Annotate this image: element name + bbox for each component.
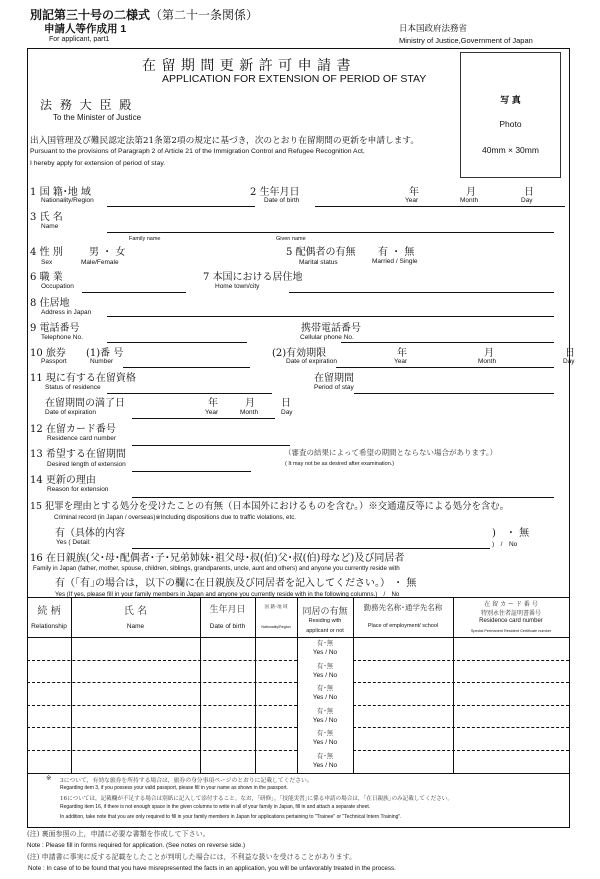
stay-expiration-en: Date of expiration [45,409,96,416]
criminal-yes-en: Yes ( Detail: [56,539,91,546]
pp-day-en: Day [563,358,575,365]
cellphone-field[interactable] [341,328,554,343]
header-residing-en2: applicant or not [306,628,344,634]
footer-note-1-jp: (注) 裏面参照の上，申請に必要な書類を作成して下さい。 [27,830,210,838]
item-5-en: Marital status [299,259,338,266]
header-card-en1: Residence card number [479,618,543,624]
item-6-en: Occupation [41,283,74,290]
date-of-birth-cell[interactable] [201,638,254,659]
relationship-cell[interactable] [28,661,70,682]
item-13-en: Desired length of extension [47,461,126,468]
item-9-en: Telephone No. [41,334,83,341]
residing-options-jp: 有･無 [316,706,334,715]
cellphone-en: Cellular phone No. [300,334,354,341]
criminal-yes-jp[interactable]: 有（具体的内容 [55,528,125,539]
addressee-jp: 法 務 大 臣 殿 [40,98,134,112]
preamble-jp: 出入国管理及び難民認定法第21条第2項の規定に基づき，次のとおり在留期間の更新を申請します。 [30,136,420,146]
header-name-jp: 氏 名 [123,606,148,617]
residing-options-en: Yes / No [312,649,338,656]
item-3-en: Name [41,223,59,230]
note-2-en: Regarding item 16, if there is not enough space in the given columns to write in all of your family in Japan, fill in and attach a separate sheet. [60,804,371,810]
item-2-en: Date of birth [264,197,300,204]
residing-options-en: Yes / No [312,694,338,702]
residence-card-cell[interactable] [454,728,568,749]
item-4-label: 4 性 別 [30,247,63,258]
desired-extension-field[interactable] [132,457,251,472]
nationality-cell[interactable] [256,728,296,749]
exp-day-en: Day [281,409,293,416]
marital-options[interactable]: 有 ・ 無 [378,247,415,258]
item-14-label: 14 更新の理由 [30,475,96,486]
residing-options-jp: 有･無 [316,729,334,738]
residence-card-cell[interactable] [454,683,568,704]
item-5-label: 5 配偶者の有無 [286,247,356,258]
photo-label-jp: 写 真 [500,95,521,105]
residence-card-cell[interactable] [454,751,568,772]
nationality-cell[interactable] [256,683,296,704]
dob-year-en: Year [405,197,419,204]
dob-month-en: Month [460,197,479,204]
passport-number-label: (1)番 号 [86,348,124,359]
header-dob-jp: 生年月日 [209,605,246,615]
note-2-jp: 16については，記載欄が不足する場合は別紙に記入して添付すること。なお，｢研修｣，｢技能実習｣に係る申請の場合は，｢在日親族｣のみ記載してください。 [60,796,453,802]
exp-month-jp: 月 [245,398,255,409]
header-relationship-jp: 続 柄 [37,606,61,617]
employment-cell[interactable] [354,683,452,704]
residing-select[interactable] [297,705,353,728]
passport-expiration-field[interactable] [336,353,554,368]
header-card-jp1: 在 留 カ ー ド 番 号 [484,601,538,608]
item-1-label: 1 国 籍･地 域 [30,187,91,198]
pp-day-jp: 日 [565,348,575,359]
residing-options-jp: 有･無 [316,752,334,760]
cellphone-label: 携帯電話番号 [301,323,361,334]
residence-card-field[interactable] [132,431,290,446]
period-of-stay-label: 在留期間 [314,373,354,384]
exp-year-jp: 年 [208,398,218,409]
footer-note-2-en: Note : In case of to be found that you have misrepresented the facts in an application, you will be unfavorably treated in the process. [28,865,396,872]
item-15-label: 15 犯罪を理由とする処分を受けたことの有無（日本国外におけるものを含む。）※交通違反等による処分を含む。 [30,501,509,512]
passport-number-field[interactable] [123,353,250,368]
pp-month-jp: 月 [484,348,494,359]
criminal-no-jp[interactable]: ) ・ 無 [492,528,530,539]
residing-options-jp: 有･無 [316,661,334,670]
header-name-en: Name [126,623,145,630]
employment-cell[interactable] [354,661,452,682]
stay-expiration-label: 在留期間の満了日 [45,398,125,409]
date-of-birth-cell[interactable] [201,661,254,682]
item-11-label: 11 現に有する在留資格 [30,373,136,384]
name-cell[interactable] [72,638,199,659]
hometown-field[interactable] [289,278,554,293]
reason-for-extension-field[interactable] [132,483,554,498]
status-of-residence-field[interactable] [107,379,272,394]
item-10-en: Passport [41,358,67,365]
note-3-en: In addition, take note that you are only required to fill in your family members in Japan for applications pertaining to "Trainee" or "Technical Intern Training". [60,814,402,820]
header-card-jp2: 特別永住者証明書番号 [480,610,541,617]
applicant-part-jp: 申請人等作成用 1 [44,23,127,35]
name-field[interactable] [107,218,554,233]
header-nationality-jp: 国 籍･地 域 [264,605,288,610]
nationality-cell[interactable] [256,638,296,659]
table-top-border [27,597,569,598]
pp-month-en: Month [478,358,497,365]
nationality-cell[interactable] [256,706,296,727]
telephone-field[interactable] [107,328,247,343]
item-8-label: 8 住居地 [30,298,70,309]
preamble-en1: Pursuant to the provisions of Paragraph 2 of Article 21 of the Immigration Control and Refugee Recognition Act, [30,148,365,155]
header-employment-en: Place of employment/ school [367,623,439,629]
preamble-en2: I hereby apply for extension of period of stay. [30,160,166,167]
item-6-label: 6 職 業 [30,272,63,283]
residing-options-en: Yes / No [312,762,338,769]
marital-options-en: Married / Single [372,258,418,265]
employment-cell[interactable] [354,706,452,727]
relationship-cell[interactable] [28,638,70,659]
sex-options-en: Male/Female [81,259,119,266]
exp-year-en: Year [205,409,219,416]
title-en: APPLICATION FOR EXTENSION OF PERIOD OF STAY [162,73,427,85]
family-yes-no-en: Yes (If yes, please fill in your family members in Japan and anyone you currently reside with in the following columns.) / No [55,591,400,598]
residence-card-cell[interactable] [454,661,568,682]
pp-year-en: Year [394,358,408,365]
passport-number-en: Number [90,358,114,365]
occupation-field[interactable] [82,278,186,293]
item-4-en: Sex [41,259,53,266]
item-7-label: 7 本国における居住地 [203,272,303,283]
sex-options[interactable]: 男 ・ 女 [89,247,126,258]
photo-box[interactable] [460,52,561,178]
table-bottom-border [27,773,569,774]
date-of-birth-cell[interactable] [201,728,254,749]
exp-month-en: Month [240,409,259,416]
residence-card-cell[interactable] [454,638,568,659]
notes-mark: ※ [46,774,52,782]
residing-options-en: Yes / No [312,716,338,724]
footer-note-1-en: Note : Please fill in forms required for application. (See notes on reverse side.) [27,842,246,849]
date-of-birth-cell[interactable] [201,706,254,727]
date-of-birth-cell[interactable] [201,751,254,772]
date-of-birth-cell[interactable] [201,683,254,704]
employment-cell[interactable] [354,751,452,772]
applicant-part-en: For applicant, part1 [49,36,110,43]
residing-select[interactable] [297,727,353,750]
addressee-en: To the Minister of Justice [53,113,142,122]
ministry-jp: 日本国政府法務省 [399,24,468,34]
name-cell[interactable] [72,728,199,749]
item-3-label: 3 氏 名 [30,212,63,223]
nationality-field[interactable] [107,192,255,207]
name-cell[interactable] [72,683,199,704]
dob-year-jp: 年 [409,187,419,198]
relationship-cell[interactable] [28,751,70,772]
name-cell[interactable] [72,661,199,682]
item-9-label: 9 電話番号 [30,323,80,334]
nationality-cell[interactable] [256,751,296,772]
item-7-en: Home town/city [215,283,260,290]
item-16-en: Family in Japan (father, mother, spouse, children, siblings, grandparents, uncle, aunt and others) and anyone you currently reside with [33,565,400,572]
relationship-cell[interactable] [28,728,70,749]
item-11-en: Status of residence [45,384,101,391]
nationality-cell[interactable] [256,661,296,682]
header-relationship-en: Relationship [31,623,67,630]
name-cell[interactable] [72,751,199,772]
header-employment-jp: 勤務先名称･通学先名称 [363,603,443,612]
header-nationality-en: Nationality/Region [261,625,291,629]
photo-size: 40mm × 30mm [482,145,539,155]
address-field[interactable] [107,302,554,317]
residing-options-jp: 有･無 [316,639,334,647]
note-1-en: Regarding item 3, if you possess your valid passport, please fill in your name as shown in the passport. [60,785,288,791]
family-name-caption: Family name [129,236,161,242]
residing-options-en: Yes / No [312,671,338,679]
residing-select[interactable] [297,750,353,773]
header-dob-en: Date of birth [209,623,246,630]
exp-day-jp: 日 [281,398,291,409]
item-16-label: 16 在日親族(父･母･配偶者･子･兄弟姉妹･祖父母･叔(伯)父･叔(伯)母など)及び同居者 [30,553,405,564]
name-cell[interactable] [72,706,199,727]
residing-select[interactable] [297,637,353,660]
item-8-en: Address in Japan [41,309,92,316]
footer-note-2-jp: (注) 申請書に事実に反する記載をしたことが判明した場合には，不利益な扱いを受けることがあります。 [27,853,357,861]
residing-options-jp: 有･無 [316,684,334,693]
dob-day-jp: 日 [524,187,534,198]
criminal-no-en: ) / No [492,541,518,548]
item-12-label: 12 在留カード番号 [30,424,116,435]
given-name-caption: Given name [276,236,306,242]
employment-cell[interactable] [354,638,452,659]
passport-exp-en: Date of expiration [286,358,337,365]
family-yes-no-jp[interactable]: 有（｢有｣の場合は，以下の欄に在日親族及び同居者を記入してください。） ・ 無 [55,578,417,589]
item-15-en: Criminal record (in Japan / overseas)※Including dispositions due to traffic violations, etc. [54,514,297,521]
residence-card-cell[interactable] [454,706,568,727]
period-of-stay-field[interactable] [354,379,554,394]
item-13-note-jp: （審査の結果によって希望の期間とならない場合があります。） [284,448,498,457]
criminal-detail-field[interactable] [132,534,490,549]
residing-options-en: Yes / No [312,739,338,747]
ministry-en: Ministry of Justice,Government of Japan [399,36,533,45]
item-2-label: 2 生年月日 [250,187,300,198]
header-card-en2: Special Permanent Resident Certificate number [470,629,552,633]
item-10-label: 10 旅券 [30,348,66,359]
dob-day-en: Day [521,197,533,204]
header-residing-jp: 同居の有無 [302,607,348,617]
item-13-label: 13 希望する在留期間 [30,449,126,460]
item-1-en: Nationality/Region [41,197,94,204]
form-number: 別記第三十号の二様式（第二十一条関係） [30,8,259,22]
passport-exp-label: (2)有効期限 [272,348,327,359]
relationship-cell[interactable] [28,683,70,704]
item-12-en: Residence card number [47,435,117,442]
relationship-cell[interactable] [28,706,70,727]
title-jp: 在 留 期 間 更 新 許 可 申 請 書 [142,58,352,74]
residing-select[interactable] [297,660,353,683]
period-of-stay-en: Period of stay [314,384,354,391]
residing-select[interactable] [297,682,353,705]
employment-cell[interactable] [354,728,452,749]
photo-label-en: Photo [499,119,522,129]
pp-year-jp: 年 [397,348,407,359]
header-residing-en1: Residing with [308,618,342,624]
note-1-jp: 3について，有効な旅券を所持する場合は，旅券の身分事項ページのとおりに記載してください。 [60,778,313,784]
dob-month-jp: 月 [466,187,476,198]
item-14-en: Reason for extension [47,486,109,493]
item-13-note-en: ( It may not be as desired after examination.) [285,461,395,467]
